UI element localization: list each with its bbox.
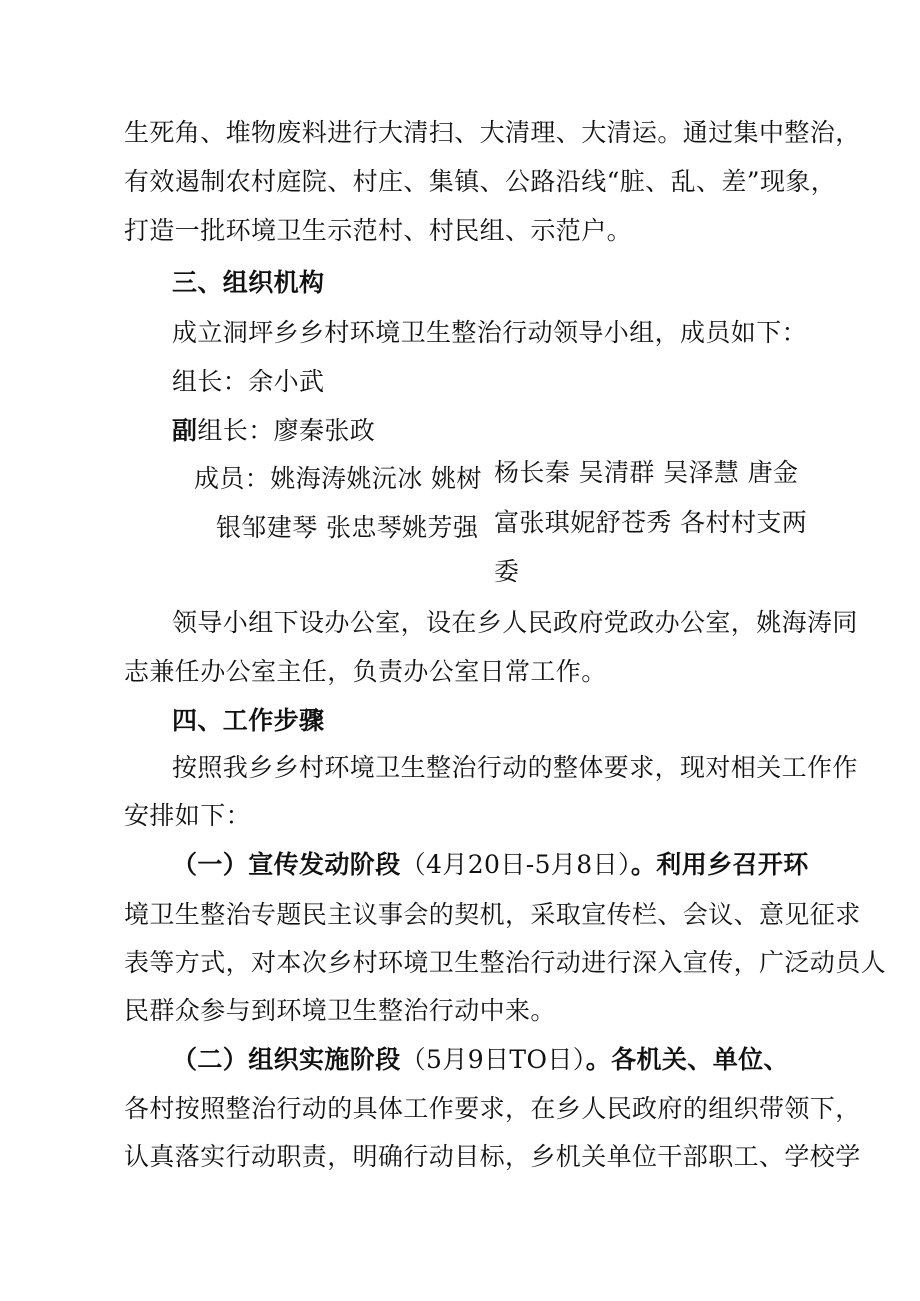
stage-1-line: [172, 850, 809, 880]
paragraph-line: 按照我乡乡村环境卫生整治行动的整体要求，现对相关工作作: [172, 753, 858, 782]
deputy-leader-line: [172, 416, 375, 446]
members-right-line: 杨长秦 吴清群 吴泽慧 唐金: [494, 458, 799, 487]
members-left-line: 银邹建琴 张忠琴姚芳强: [216, 513, 479, 542]
paragraph-line: 安排如下：: [124, 801, 252, 830]
section-heading: 四、工作步骤: [172, 706, 325, 735]
stage-2-line: [172, 1045, 789, 1075]
deputy-rest: 组长：廖秦张政: [197, 416, 376, 445]
stage-2-date: （5月9日TO日）: [400, 1045, 586, 1074]
paragraph-line: 志兼任办公室主任，负责办公室日常工作。: [124, 657, 607, 686]
deputy-prefix: 副: [172, 416, 198, 445]
paragraph-line: 打造一批环境卫生示范村、村民组、示范户。: [124, 216, 633, 245]
paragraph-line: 有效遏制农村庭院、村庄、集镇、公路沿线“脏、乱、差”现象，: [124, 167, 837, 196]
members-right-line: 委: [494, 557, 520, 586]
members-left-line: 成员：姚海涛姚沅冰 姚树: [194, 464, 482, 493]
paragraph-line: 成立洞坪乡乡村环境卫生整治行动领导小组，成员如下：: [172, 318, 808, 347]
stage-1-title: （一）宣传发动阶段: [172, 850, 401, 879]
stage-1-lead: 。利用乡召开环: [630, 850, 809, 879]
section-heading: 三、组织机构: [172, 268, 325, 297]
members-right-line: 富张琪妮舒苍秀 各村村支两: [494, 508, 808, 537]
paragraph-line: 境卫生整治专题民主议事会的契机，采取宣传栏、会议、意见征求: [124, 900, 861, 929]
paragraph-line: 民群众参与到环境卫生整治行动中来。: [124, 996, 556, 1025]
paragraph-line: 认真落实行动职责，明确行动目标，乡机关单位干部职工、学校学: [124, 1142, 861, 1171]
paragraph-line: 领导小组下设办公室，设在乡人民政府党政办公室，姚海涛同: [172, 608, 858, 637]
paragraph-line: 表等方式，对本次乡村环境卫生整治行动进行深入宣传，广泛动员人: [124, 948, 887, 977]
stage-2-lead: 。各机关、单位、: [585, 1045, 789, 1074]
stage-1-date: （4月20日-5月8日）: [400, 850, 631, 879]
paragraph-line: 生死角、堆物废料进行大清扫、大清理、大清运。通过集中整治，: [124, 118, 861, 147]
paragraph-line: 各村按照整治行动的具体工作要求，在乡人民政府的组织带领下，: [124, 1094, 861, 1123]
stage-2-title: （二）组织实施阶段: [172, 1045, 401, 1074]
leader-line: 组长：余小武: [172, 367, 325, 396]
